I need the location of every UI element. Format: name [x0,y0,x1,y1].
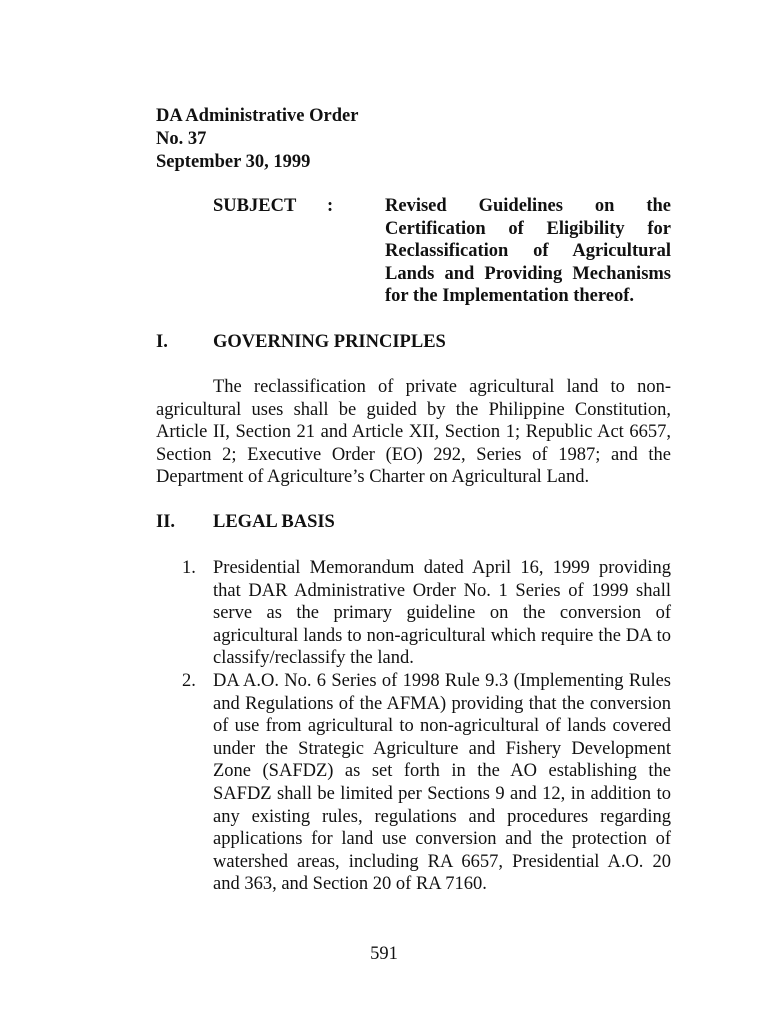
list-item-text: DA A.O. No. 6 Series of 1998 Rule 9.3 (Implementing Rules and Regulations of the AFMA) providing that the conversion of use from agricultural to non-agricultural of lands covered under the Strategic Agriculture and Fishery Development Zone (SAFDZ) as set forth in the AO establishing the SAFDZ shall be limited per Sections 9 and 12, in addition to any existing rules, regulations and procedures regarding applications for land use conversion and the protection of watershed areas, including RA 6657, Presidential A.O. 20 and 363, and Section 20 of RA 7160. [213,670,671,895]
subject-text: Revised Guidelines on the Certification of Eligibility for Reclassification of Agricultural Lands and Providing Mechanisms for the Implementation thereof. [385,196,671,307]
document-header [156,105,358,174]
legal-basis-list [156,557,671,896]
subject-label: SUBJECT [213,196,297,216]
order-title: DA Administrative Order [156,106,359,126]
section-title: LEGAL BASIS [213,512,335,532]
section-number: II. [156,512,176,532]
governing-principles-paragraph: The reclassification of private agricultural land to non-agricultural uses shall be guided by the Philippine Constitution, Article II, Section 21 and Article XII, Section 1; Republic Act 6657, Section 2; Executive Order (EO) 292, Series of 1987; and the Department of Agriculture’s Charter on Agricultural Land. [156,377,671,488]
list-item-marker: 1. [182,558,196,578]
order-date: September 30, 1999 [156,152,311,172]
order-number: No. 37 [156,129,207,149]
section-heading-legal-basis [156,511,335,534]
section-number: I. [156,332,168,352]
section-title: GOVERNING PRINCIPLES [213,332,446,352]
list-item-text: Presidential Memorandum dated April 16, 1999 providing that DAR Administrative Order No. 1 Series of 1999 shall serve as the primary guideline on the conversion of agricultural lands to non-agricultural which require the DA to classify/reclassify the land. [213,558,671,669]
list-item [156,670,671,896]
list-item [156,557,671,670]
subject-colon: : [327,196,334,216]
section-heading-governing-principles [156,331,446,354]
page-number: 591 [370,944,398,964]
list-item-marker: 2. [182,670,196,691]
